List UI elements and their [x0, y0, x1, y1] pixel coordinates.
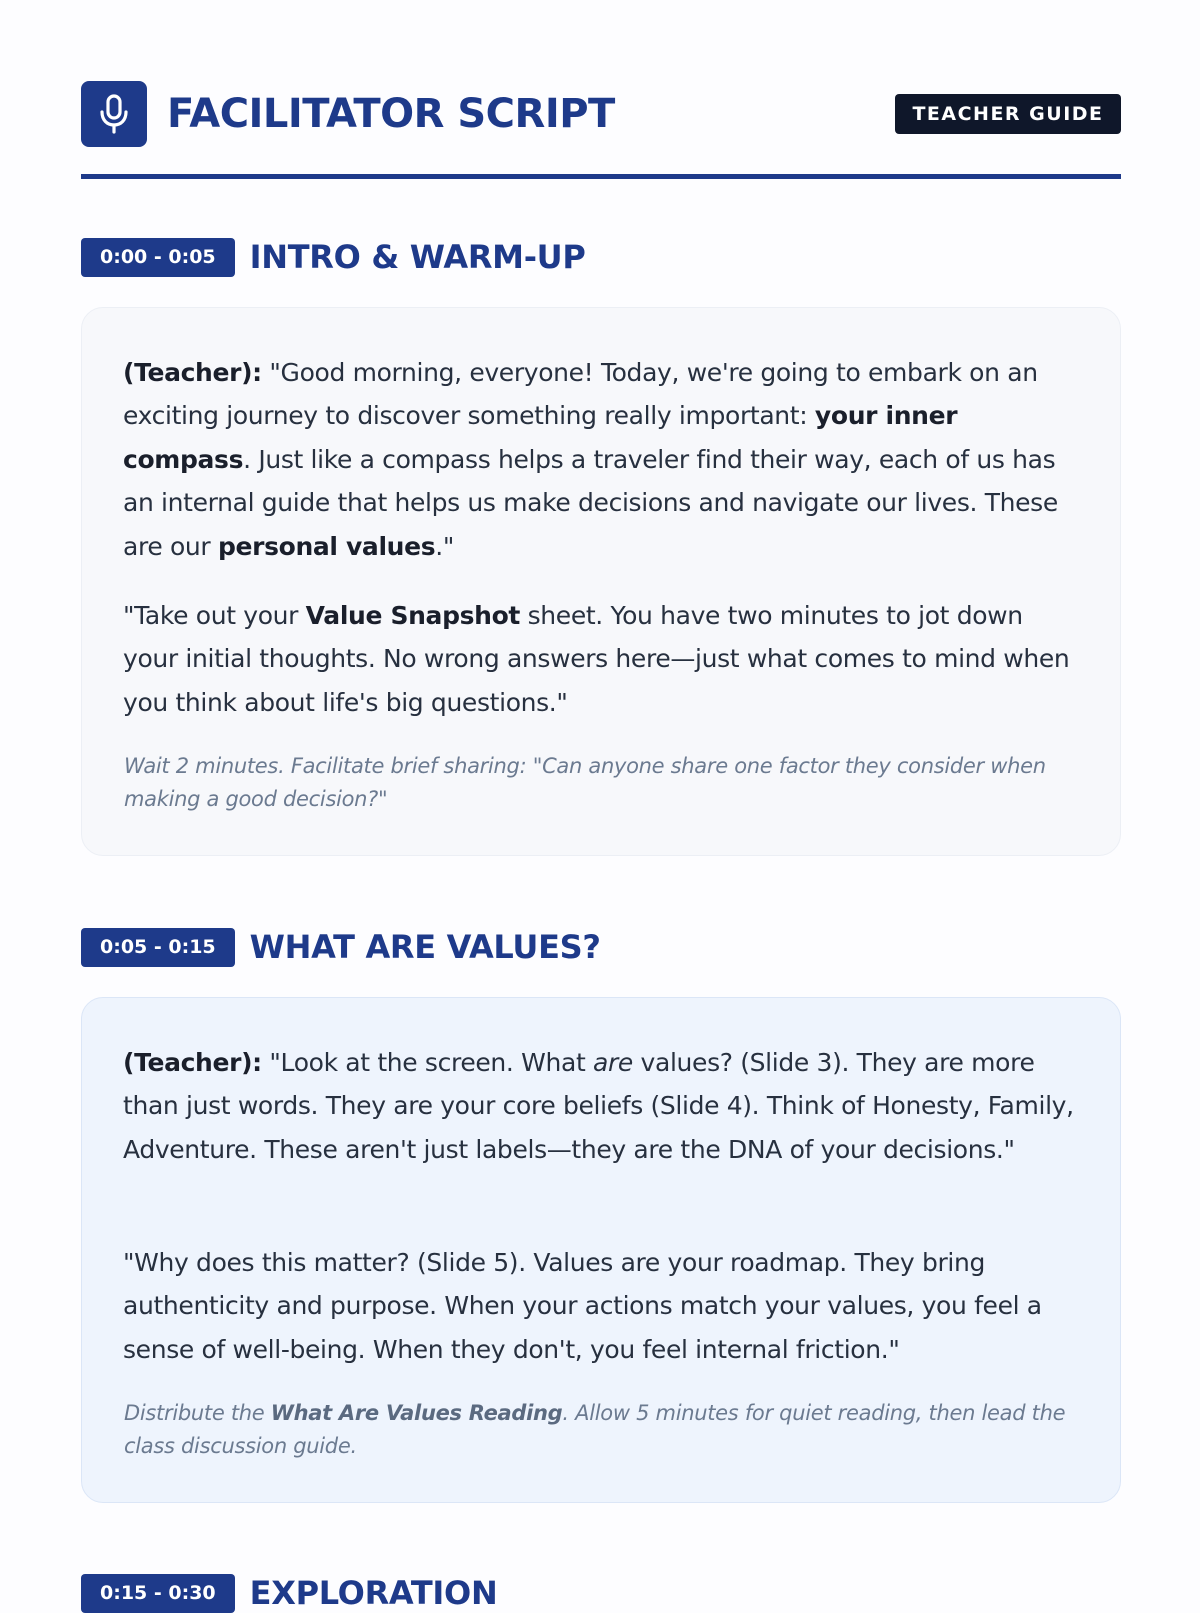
section-heading-what-are-values	[81, 927, 601, 967]
section-heading-exploration	[81, 1573, 497, 1613]
page-title: FACILITATOR SCRIPT	[167, 91, 615, 137]
section-title: EXPLORATION	[249, 1574, 498, 1612]
script-paragraph: "Take out your Value Snapshot sheet. You have two minutes to jot down your initial thoughts. No wrong answers here—just what comes to mind when you think about life's big questions."	[123, 601, 1070, 717]
script-card-intro	[81, 307, 1121, 856]
time-badge: 0:05 - 0:15	[81, 928, 235, 967]
microphone-icon	[81, 81, 147, 147]
script-paragraph: (Teacher): "Good morning, everyone! Today, we're going to embark on an exciting journey to discover something really important: your inner compass. Just like a compass helps a traveler find their way, each of us has an internal guide that helps us make decisions and navigate our lives. These are our personal values."	[123, 358, 1058, 561]
time-badge: 0:15 - 0:30	[81, 1574, 235, 1613]
time-badge: 0:00 - 0:05	[81, 238, 235, 277]
teacher-guide-badge: TEACHER GUIDE	[895, 94, 1121, 134]
facilitator-note: Wait 2 minutes. Facilitate brief sharing: "Can anyone share one factor they consider when making a good decision?"	[124, 754, 1046, 811]
speaker-label: (Teacher):	[123, 1048, 262, 1077]
speaker-label: (Teacher):	[123, 358, 262, 387]
script-paragraph: "Why does this matter? (Slide 5). Values are your roadmap. They bring authenticity and purpose. When your actions match your values, you feel a sense of well-being. When they don't, you feel internal friction."	[123, 1248, 1042, 1364]
page-header	[81, 81, 1121, 147]
script-card-what-are-values	[81, 997, 1121, 1503]
section-heading-intro	[81, 237, 586, 277]
facilitator-note: Distribute the What Are Values Reading. Allow 5 minutes for quiet reading, then lead the class discussion guide.	[124, 1401, 1066, 1458]
header-divider	[81, 174, 1121, 179]
section-title: INTRO & WARM-UP	[249, 238, 586, 276]
section-title: WHAT ARE VALUES?	[249, 928, 601, 966]
script-paragraph: (Teacher): "Look at the screen. What are values? (Slide 3). They are more than just words. They are your core beliefs (Slide 4). Think of Honesty, Family, Adventure. These aren't just labels—they are the DNA of your decisions."	[123, 1048, 1074, 1164]
